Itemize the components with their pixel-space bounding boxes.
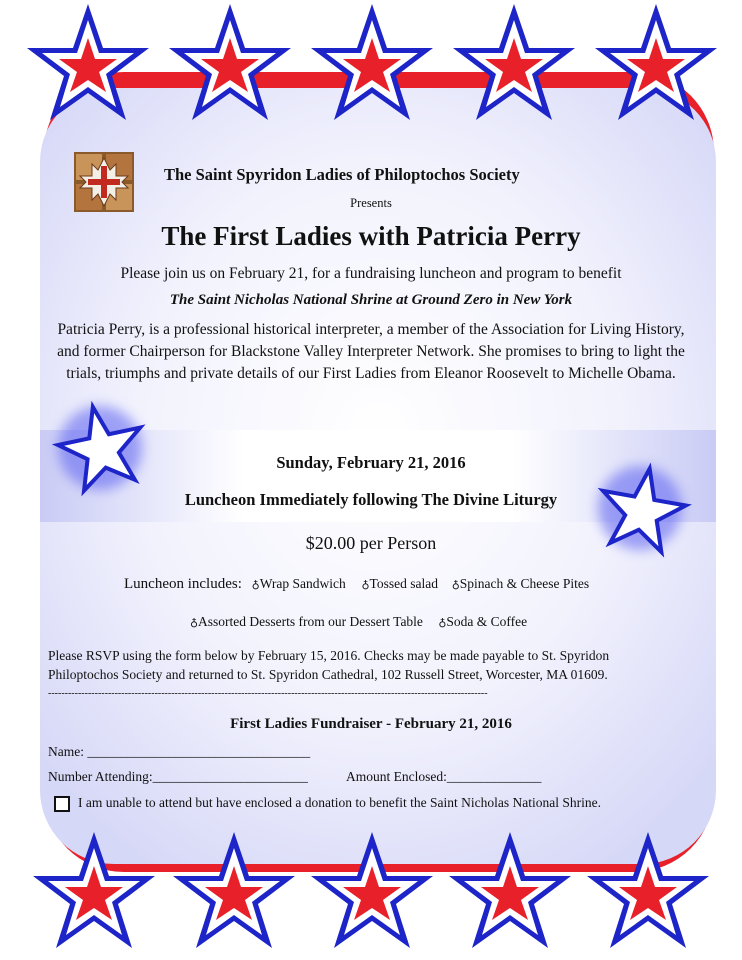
- bottom-star-row: [0, 820, 742, 960]
- patriotic-star-icon: [453, 4, 575, 120]
- menu-item: Spinach & Cheese Pites: [459, 576, 590, 591]
- patriotic-star-icon: [33, 832, 155, 948]
- white-star-left-icon: [52, 400, 152, 500]
- bullet-icon: ♁: [251, 579, 260, 591]
- top-star-row: [0, 0, 742, 140]
- patriotic-star-icon: [311, 4, 433, 120]
- bullet-icon: ♁: [451, 579, 460, 591]
- beneficiary-text: The Saint Nicholas National Shrine at Ground Zero in New York: [169, 292, 573, 308]
- menu-item: Soda & Coffee: [446, 614, 528, 629]
- form-title: First Ladies Fundraiser - February 21, 2016: [230, 716, 512, 732]
- name-field[interactable]: [48, 744, 310, 760]
- presents-label: Presents: [350, 196, 392, 210]
- luncheon-note: Luncheon Immediately following The Divine Liturgy: [184, 490, 558, 509]
- attending-field[interactable]: [48, 769, 308, 785]
- rsvp-text: Please RSVP using the form below by February 15, 2016. Checks may be made payable to St. Spyridon Philoptochos Society and returned to St. Spyridon Cathedral, 102 Russell Street, Worcester, MA 01609.: [48, 648, 610, 682]
- event-date: Sunday, February 21, 2016: [276, 453, 466, 472]
- patriotic-star-icon: [169, 4, 291, 120]
- patriotic-star-icon: [311, 832, 433, 948]
- event-description: Patricia Perry, is a professional historical interpreter, a member of the Association for Living History, and former Chairperson for Blackstone Valley Interpreter Network. She promises to bring to light the trials, triumphs and private details of our First Ladies from Eleanor Roosevelt to Michelle Obama.: [57, 321, 685, 382]
- menu-item: Tossed salad: [369, 576, 438, 591]
- name-label: Name:: [48, 744, 84, 759]
- menu-line-1: [124, 576, 589, 593]
- event-title: The First Ladies with Patricia Perry: [161, 221, 581, 251]
- menu-item: Assorted Desserts from our Dessert Table: [198, 614, 423, 629]
- name-line[interactable]: _________________________________: [87, 744, 311, 759]
- cut-line-divider: ------------------------------------------------------------------------------------------------------------------------------------: [48, 688, 488, 699]
- invite-text: Please join us on February 21, for a fundraising luncheon and program to benefit: [120, 265, 622, 282]
- donation-checkbox[interactable]: [54, 796, 70, 812]
- amount-field[interactable]: [346, 769, 541, 785]
- patriotic-star-icon: [449, 832, 571, 948]
- bullet-icon: ♁: [190, 617, 199, 629]
- amount-label: Amount Enclosed:: [346, 769, 447, 784]
- org-name: The Saint Spyridon Ladies of Philoptochos Society: [164, 165, 520, 184]
- amount-line[interactable]: ______________: [446, 769, 542, 784]
- bullet-icon: ♁: [361, 579, 370, 591]
- donation-text: I am unable to attend but have enclosed a donation to benefit the Saint Nicholas National Shrine.: [78, 795, 601, 810]
- attending-line[interactable]: _______________________: [152, 769, 308, 784]
- menu-line-2: [190, 614, 527, 630]
- attending-label: Number Attending:: [48, 769, 153, 784]
- patriotic-star-icon: [173, 832, 295, 948]
- patriotic-star-icon: [595, 4, 717, 120]
- menu-item: Wrap Sandwich: [259, 576, 346, 591]
- patriotic-star-icon: [587, 832, 709, 948]
- patriotic-star-icon: [27, 4, 149, 120]
- price: $20.00 per Person: [305, 533, 437, 553]
- bullet-icon: ♁: [438, 617, 447, 629]
- menu-label: Luncheon includes:: [124, 576, 242, 592]
